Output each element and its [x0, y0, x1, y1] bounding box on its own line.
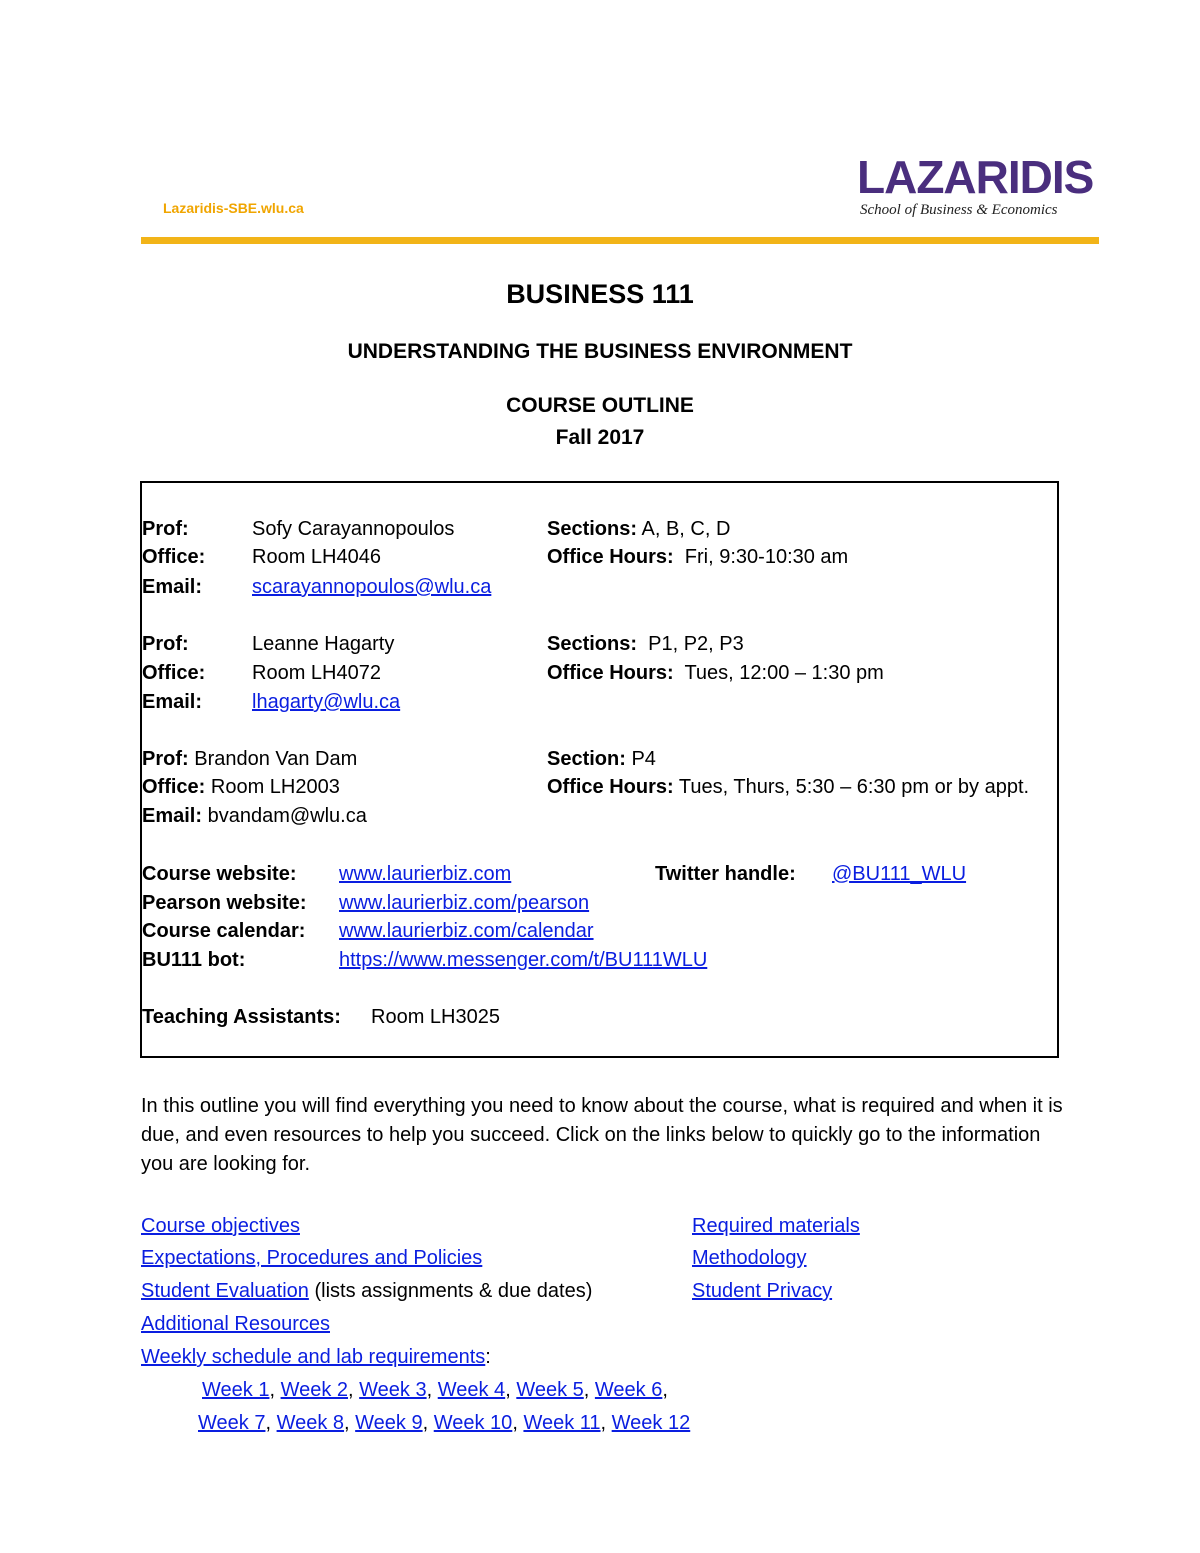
prof1-hours: Office Hours: Fri, 9:30-10:30 am [547, 546, 849, 568]
prof2-name: Leanne Hagarty [252, 633, 395, 655]
link-week-1[interactable]: Week 1 [202, 1379, 270, 1401]
term: Fall 2017 [555, 426, 645, 449]
course-website-link[interactable]: www.laurierbiz.com [339, 863, 512, 885]
course-website-label: Course website: [142, 863, 297, 885]
link-week-2[interactable]: Week 2 [280, 1379, 349, 1401]
link-week-10[interactable]: Week 10 [433, 1412, 513, 1434]
prof1-name: Sofy Carayannopoulos [252, 518, 455, 540]
logo-subtitle: School of Business & Economics [860, 202, 1058, 218]
prof1-sections: Sections: A, B, C, D [547, 518, 731, 540]
prof1-email-label: Email: [142, 576, 203, 598]
bot-link[interactable]: https://www.messenger.com/t/BU111WLU [339, 949, 708, 971]
prof3-email-row: Email: bvandam@wlu.ca [142, 805, 367, 827]
prof2-email-link[interactable]: lhagarty@wlu.ca [252, 691, 401, 713]
prof1-office-label: Office: [142, 546, 206, 568]
link-week-4[interactable]: Week 4 [437, 1379, 506, 1401]
weeks-row-1: Week 1, Week 2, Week 3, Week 4, Week 5, Week 6, [202, 1379, 668, 1401]
weeks-row-2: Week 7, Week 8, Week 9, Week 10, Week 11, Week 12 [198, 1412, 691, 1434]
link-student-privacy[interactable]: Student Privacy [692, 1280, 833, 1302]
evaluation-note: (lists assignments & due dates) [308, 1280, 593, 1302]
link-week-3[interactable]: Week 3 [359, 1379, 427, 1401]
ta-label: Teaching Assistants: [142, 1006, 341, 1028]
link-week-5[interactable]: Week 5 [516, 1379, 584, 1401]
calendar-label: Course calendar: [142, 920, 306, 942]
bot-label: BU111 bot: [142, 949, 246, 971]
link-week-12[interactable]: Week 12 [611, 1412, 691, 1434]
link-week-6[interactable]: Week 6 [594, 1379, 663, 1401]
prof3-office-row: Office: Room LH2003 [142, 776, 340, 798]
prof2-email-label: Email: [142, 691, 203, 713]
prof1-label: Prof: [142, 518, 189, 540]
prof2-office: Room LH4072 [252, 662, 381, 684]
link-week-11[interactable]: Week 11 [523, 1412, 601, 1434]
link-week-9[interactable]: Week 9 [355, 1412, 423, 1434]
prof3-hours: Office Hours: Tues, Thurs, 5:30 – 6:30 pm or by appt. [547, 776, 1030, 798]
link-expectations[interactable]: Expectations, Procedures and Policies [141, 1247, 483, 1269]
link-methodology[interactable]: Methodology [692, 1247, 807, 1269]
course-title: BUSINESS 111 [506, 279, 694, 309]
doc-type: COURSE OUTLINE [506, 394, 694, 417]
pearson-link[interactable]: www.laurierbiz.com/pearson [339, 892, 590, 914]
calendar-link[interactable]: www.laurierbiz.com/calendar [339, 920, 594, 942]
prof2-hours: Office Hours: Tues, 12:00 – 1:30 pm [547, 662, 884, 684]
pearson-label: Pearson website: [142, 892, 307, 914]
twitter-label: Twitter handle: [655, 863, 796, 885]
prof2-sections: Sections: P1, P2, P3 [547, 633, 744, 655]
link-week-7[interactable]: Week 7 [198, 1412, 266, 1434]
twitter-link[interactable]: @BU111_WLU [832, 863, 967, 885]
link-required-materials[interactable]: Required materials [692, 1215, 860, 1237]
link-course-objectives[interactable]: Course objectives [141, 1215, 300, 1237]
link-week-8[interactable]: Week 8 [276, 1412, 345, 1434]
intro-paragraph: In this outline you will find everything you need to know about the course, what is required and when it is due, and even resources to help you succeed. Click on the links below to quickly go to the information you are looking for. [141, 1095, 1063, 1175]
prof2-label: Prof: [142, 633, 189, 655]
header-rule [141, 237, 1099, 244]
link-additional-resources[interactable]: Additional Resources [141, 1313, 330, 1335]
prof1-office: Room LH4046 [252, 546, 381, 568]
weekly-schedule-row: Weekly schedule and lab requirements: [141, 1346, 491, 1368]
prof3-sections: Section: P4 [547, 748, 656, 770]
student-evaluation-row [141, 1277, 592, 1305]
link-weekly-schedule[interactable]: Weekly schedule and lab requirements [141, 1346, 486, 1368]
ta-room: Room LH3025 [371, 1006, 500, 1028]
course-subtitle: UNDERSTANDING THE BUSINESS ENVIRONMENT [347, 340, 853, 363]
link-student-evaluation[interactable]: Student Evaluation [141, 1280, 309, 1302]
prof2-office-label: Office: [142, 662, 206, 684]
site-url: Lazaridis-SBE.wlu.ca [163, 200, 304, 216]
lazaridis-logo: LAZARIDIS [857, 151, 1094, 203]
prof1-email-link[interactable]: scarayannopoulos@wlu.ca [252, 576, 492, 598]
prof3-name-row: Prof: Brandon Van Dam [142, 748, 358, 770]
